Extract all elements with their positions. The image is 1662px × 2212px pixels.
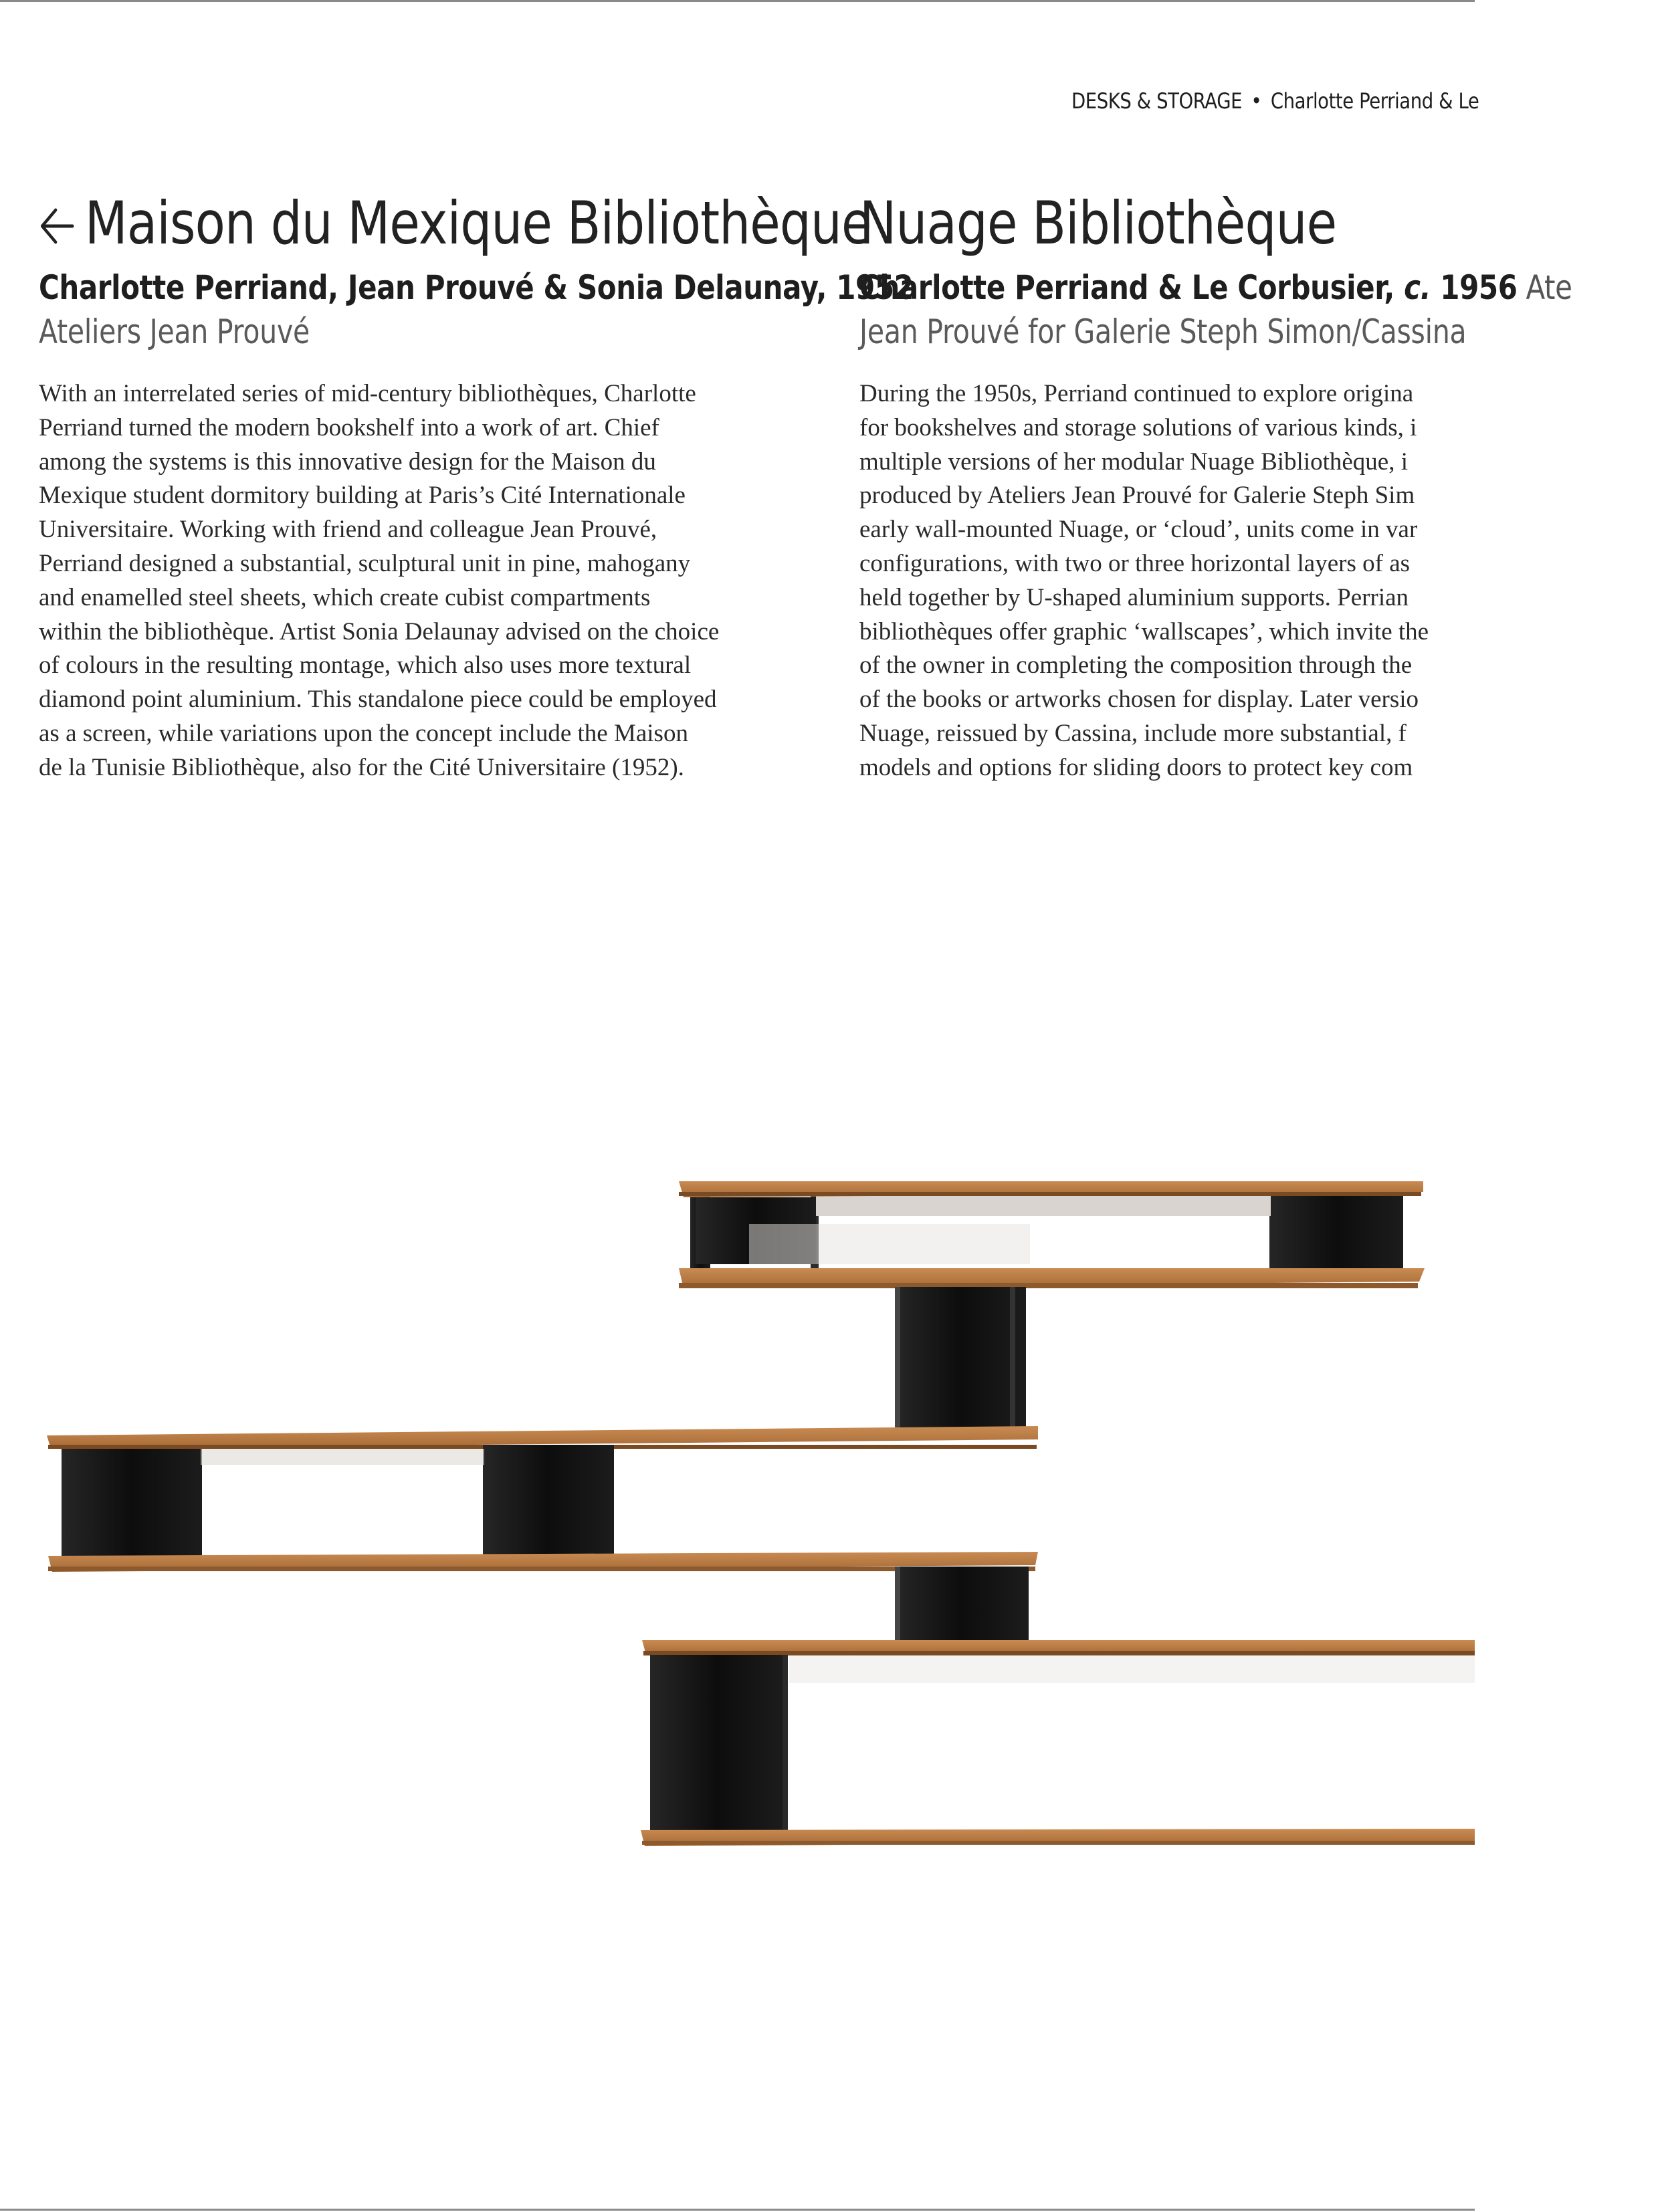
left-entry [39, 186, 914, 785]
right-entry-body [859, 377, 1662, 785]
right-entry-circa: c. [1404, 268, 1431, 307]
body-line: early wall-mounted Nuage, or ‘cloud’, units come in var [859, 516, 1418, 544]
running-head-name: Charlotte Perriand & Le [1270, 88, 1479, 114]
body-line: as a screen, while variations upon the concept include the Maison [39, 719, 688, 747]
right-entry-designers [859, 266, 1572, 309]
body-line: held together by U-shaped aluminium supports. Perrian [859, 583, 1409, 611]
bookshelf-photo [0, 1164, 1475, 1859]
steel-divider [895, 1287, 1026, 1427]
body-line: for bookshelves and storage solutions of various kinds, i [859, 413, 1417, 441]
running-head-section: DESKS & STORAGE [1071, 88, 1243, 114]
body-line: With an interrelated series of mid-century bibliothèques, Charlotte [39, 380, 696, 407]
left-entry-body [39, 377, 821, 785]
body-line: within the bibliothèque. Artist Sonia Delaunay advised on the choice [39, 617, 720, 645]
body-line: models and options for sliding doors to protect key com [859, 753, 1413, 781]
left-arrow-icon[interactable] [39, 186, 75, 261]
running-head [1071, 88, 1479, 114]
right-entry-year: 1956 [1431, 268, 1518, 307]
body-line: Perriand turned the modern bookshelf into a work of art. Chief [39, 413, 659, 441]
left-entry-title-text: Maison du Mexique Bibliothèque [84, 189, 871, 258]
left-entry-designers: Charlotte Perriand, Jean Prouvé & Sonia Delaunay, 1952 [39, 268, 914, 307]
left-entry-maker: Ateliers Jean Prouvé [39, 312, 310, 351]
right-entry [859, 186, 1662, 785]
body-line: bibliothèques offer graphic ‘wallscapes’, which invite the [859, 617, 1429, 645]
right-entry-maker-start: Ate [1517, 268, 1572, 307]
body-line: Mexique student dormitory building at Paris’s Cité Internationale [39, 482, 686, 510]
shelf-tier-bottom [641, 1640, 1475, 1846]
body-line: During the 1950s, Perriand continued to explore origina [859, 380, 1414, 407]
running-head-separator: • [1251, 88, 1262, 114]
body-line: de la Tunisie Bibliothèque, also for the Cité Universitaire (1952). [39, 753, 684, 781]
steel-divider [895, 1567, 1029, 1641]
left-entry-title [39, 186, 871, 261]
body-line: Nuage, reissued by Cassina, include more substantial, f [859, 719, 1407, 747]
shelf-tier-middle [47, 1426, 1038, 1572]
body-line: of colours in the resulting montage, which also uses more textural [39, 651, 692, 680]
body-line: multiple versions of her modular Nuage Bibliothèque, i [859, 447, 1408, 476]
body-line: configurations, with two or three horizontal layers of as [859, 549, 1411, 577]
body-line: among the systems is this innovative design for the Maison du [39, 447, 656, 476]
body-line: Perriand designed a substantial, sculptural unit in pine, mahogany [39, 549, 691, 577]
right-entry-maker: Jean Prouvé for Galerie Steph Simon/Cassina [859, 312, 1467, 351]
body-line: of the books or artworks chosen for display. Later versio [859, 686, 1419, 714]
body-line: and enamelled steel sheets, which create cubist compartments [39, 583, 651, 611]
right-entry-title: Nuage Bibliothèque [859, 189, 1337, 258]
right-entry-designers-names: Charlotte Perriand & Le Corbusier, [859, 268, 1405, 307]
shelf-tier-top [679, 1181, 1425, 1288]
body-line: produced by Ateliers Jean Prouvé for Galerie Steph Sim [859, 482, 1415, 510]
body-line: diamond point aluminium. This standalone piece could be employed [39, 686, 717, 714]
top-rule [0, 0, 1475, 2]
body-line: Universitaire. Working with friend and colleague Jean Prouvé, [39, 516, 657, 544]
bottom-rule [0, 2209, 1475, 2211]
body-line: of the owner in completing the composition through the [859, 651, 1413, 680]
